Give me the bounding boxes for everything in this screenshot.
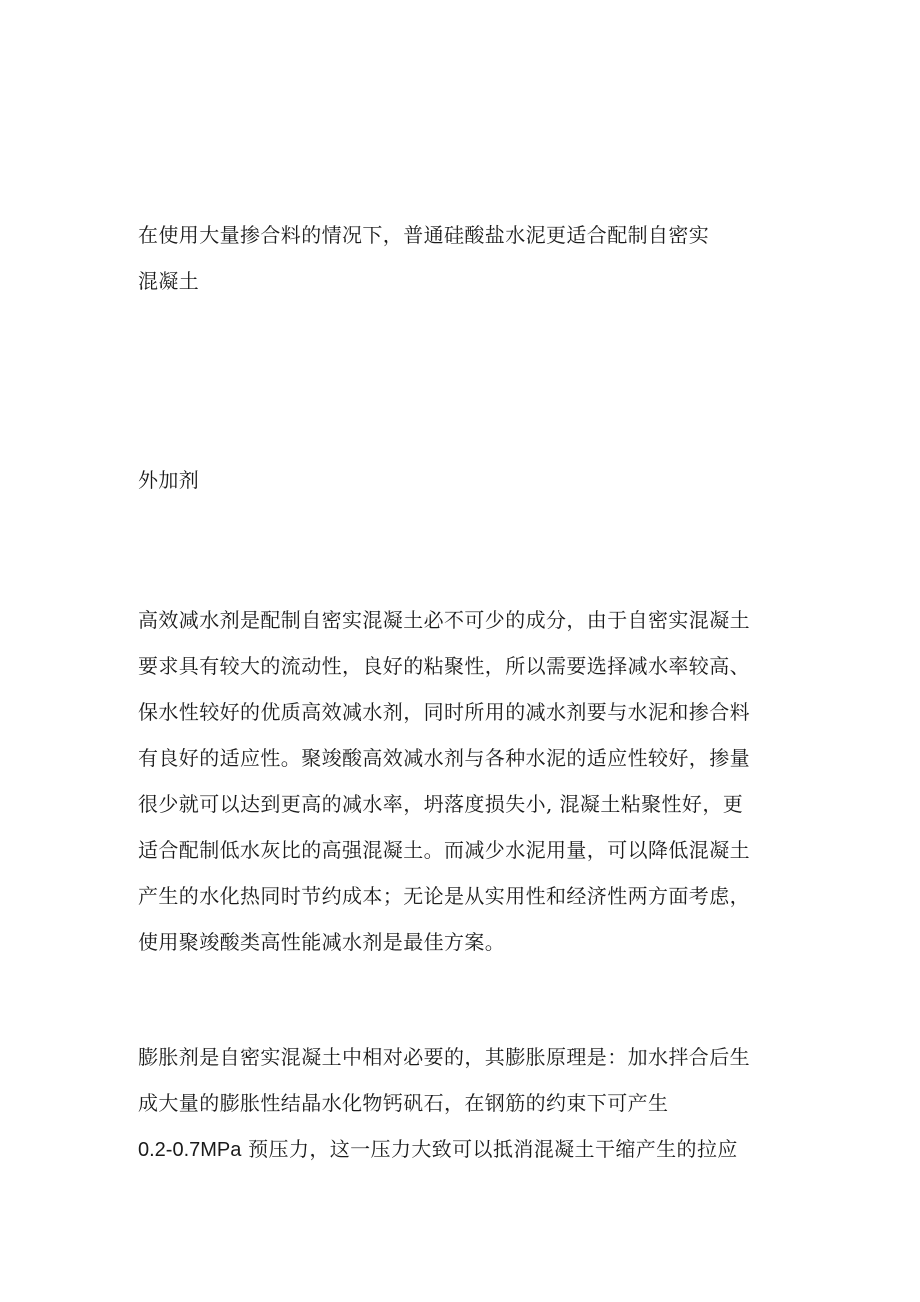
section-heading: 外加剂 [138,468,200,492]
text-line: 产生的水化热同时节约成本；无论是从实用性和经济性两方面考虑， [138,884,750,908]
text-line: 使用聚竣酸类高性能减水剂是最佳方案。 [138,930,506,954]
text-line: 高效减水剂是配制自密实混凝土必不可少的成分，由于自密实混凝土 [138,608,750,632]
text-line-with-value [138,1126,798,1172]
text-line: 适合配制低水灰比的高强混凝土。而减少水泥用量，可以降低混凝土 [138,838,750,862]
text-line-rest: 预压力，这一压力大致可以抵消混凝土干缩产生的拉应 [241,1137,738,1161]
pressure-value: 0.2-0.7MPa [138,1139,242,1161]
text-line: 要求具有较大的流动性，良好的粘聚性，所以需要选择减水率较高、 [138,654,750,678]
text-line: 成大量的膨胀性结晶水化物钙矾石，在钢筋的约束下可产生 [138,1091,669,1115]
text-line: 在使用大量掺合料的情况下，普通硅酸盐水泥更适合配制自密实 [138,223,710,247]
intro-paragraph [138,212,798,304]
text-line: 有良好的适应性。聚竣酸高效减水剂与各种水泥的适应性较好，掺量 [138,746,750,770]
section-heading-block [138,457,798,503]
text-line: 保水性较好的优质高效减水剂，同时所用的减水剂要与水泥和掺合料 [138,700,750,724]
text-line: 混凝土 [138,269,200,293]
text-line: 很少就可以达到更高的减水率，坍落度损失小, 混凝土粘聚性好，更 [138,792,744,816]
paragraph-superplasticizer [138,597,798,965]
paragraph-expansive-agent [138,1034,798,1172]
text-line: 膨胀剂是自密实混凝土中相对必要的，其膨胀原理是：加水拌合后生 [138,1045,750,1069]
